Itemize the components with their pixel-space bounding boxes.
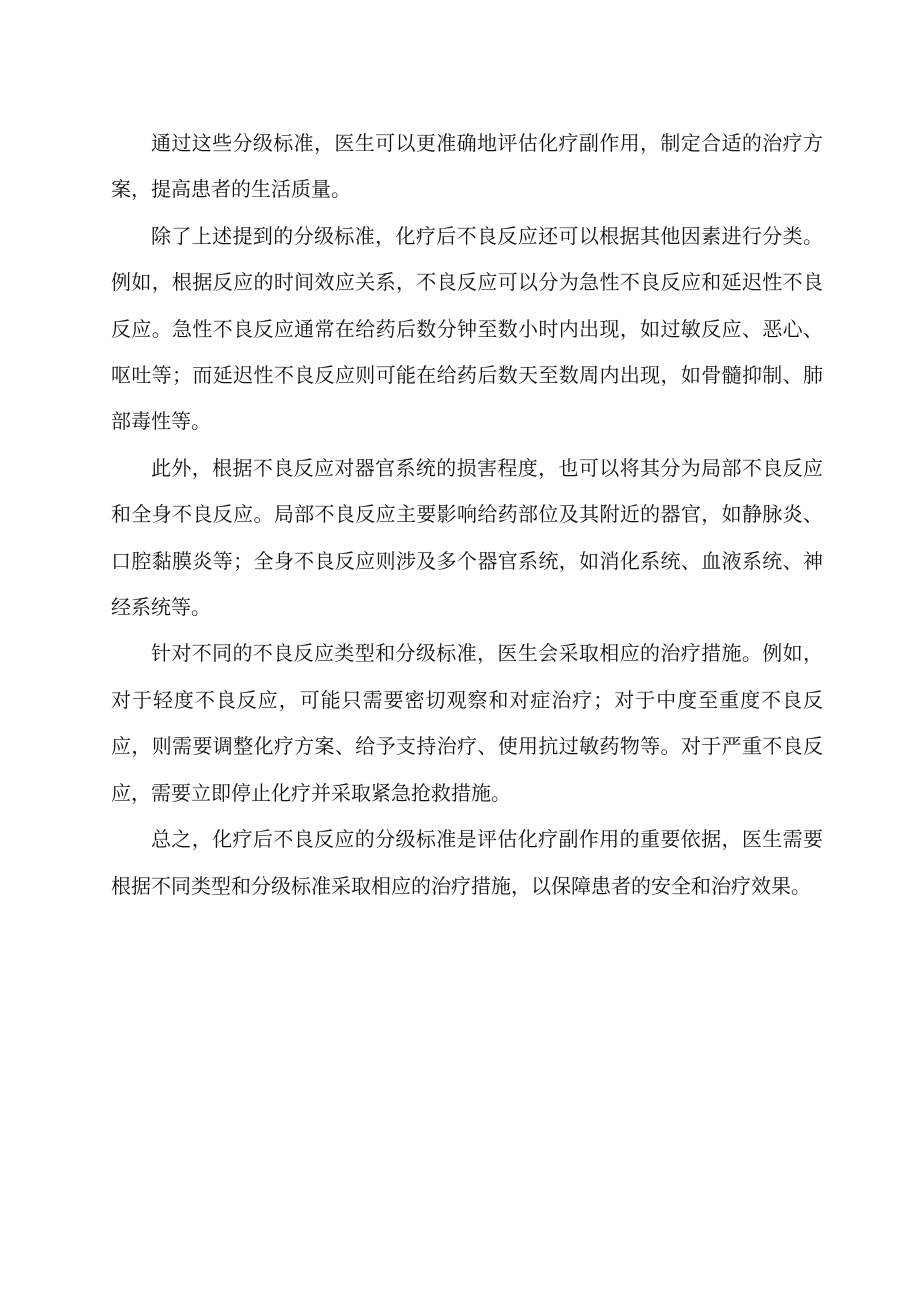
document-body bbox=[111, 120, 823, 909]
paragraph-organ-classification: 此外，根据不良反应对器官系统的损害程度，也可以将其分为局部不良反应和全身不良反应。局部不良反应主要影响给药部位及其附近的器官，如静脉炎、口腔黏膜炎等；全身不良反应则涉及多个器官系统，如消化系统、血液系统、神经系统等。 bbox=[111, 455, 823, 620]
paragraph-treatment-measures: 针对不同的不良反应类型和分级标准，医生会采取相应的治疗措施。例如，对于轻度不良反应，可能只需要密切观察和对症治疗；对于中度至重度不良反应，则需要调整化疗方案、给予支持治疗、使用抗过敏药物等。对于严重不良反应，需要立即停止化疗并采取紧急抢救措施。 bbox=[111, 641, 823, 805]
paragraph-grading-summary: 通过这些分级标准，医生可以更准确地评估化疗副作用，制定合适的治疗方案，提高患者的生活质量。 bbox=[111, 131, 823, 202]
paragraph-time-classification: 除了上述提到的分级标准，化疗后不良反应还可以根据其他因素进行分类。例如，根据反应的时间效应关系，不良反应可以分为急性不良反应和延迟性不良反应。急性不良反应通常在给药后数分钟至数小时内出现，如过敏反应、恶心、呕吐等；而延迟性不良反应则可能在给药后数天至数周内出现，如骨髓抑制、肺部毒性等。 bbox=[111, 223, 823, 434]
paragraph-conclusion: 总之，化疗后不良反应的分级标准是评估化疗副作用的重要依据，医生需要根据不同类型和分级标准采取相应的治疗措施，以保障患者的安全和治疗效果。 bbox=[111, 827, 823, 898]
